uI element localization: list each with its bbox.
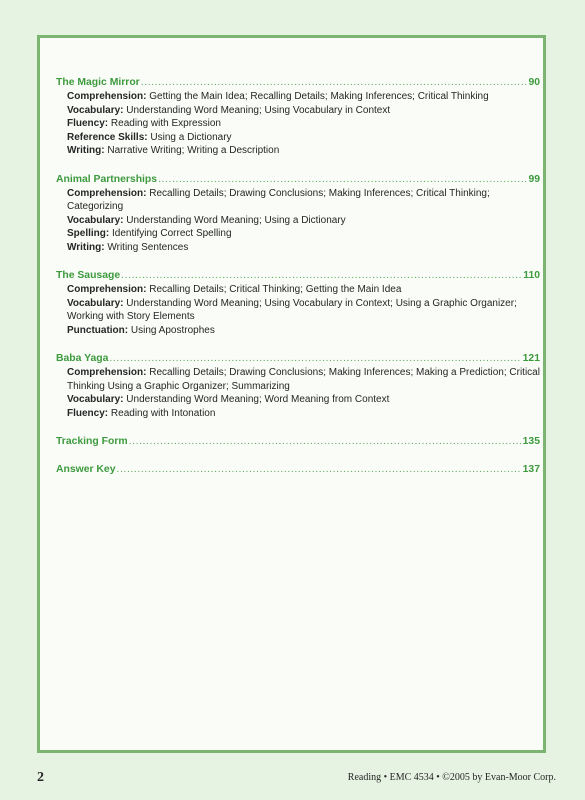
skill-text: Reading with Intonation <box>110 407 216 419</box>
skill-line <box>67 104 540 118</box>
toc-section <box>56 463 540 476</box>
skill-line <box>67 90 540 104</box>
skill-text: Recalling Details; Critical Thinking; Getting the Main Idea <box>149 284 402 295</box>
skill-text: Understanding Word Meaning; Using Vocabulary in Context; Using a Graphic Organizer; Working with Story Elements <box>67 297 517 322</box>
toc-entry <box>56 76 540 89</box>
toc-entry <box>56 269 540 282</box>
dot-leader <box>158 173 526 186</box>
skills-list <box>67 283 540 337</box>
toc-section <box>56 352 540 420</box>
skill-line <box>67 297 540 324</box>
skill-category: Comprehension: <box>67 284 147 295</box>
entry-title: Answer Key <box>56 464 116 475</box>
toc-entry <box>56 352 540 365</box>
entry-title: Baba Yaga <box>56 353 109 364</box>
toc-entry <box>56 173 540 186</box>
skill-text: Narrative Writing; Writing a Description <box>107 145 280 156</box>
skill-text: Recalling Details; Drawing Conclusions; Making Inferences; Critical Thinking; Categorizing <box>67 187 490 212</box>
skill-text: Using a Dictionary <box>150 131 232 143</box>
skill-category: Writing: <box>67 145 105 156</box>
page-number: 2 <box>37 770 44 785</box>
toc-section <box>56 173 540 255</box>
entry-title: Tracking Form <box>56 436 128 447</box>
entry-page-number: 135 <box>522 436 540 447</box>
toc-entry <box>56 435 540 448</box>
entry-title: The Sausage <box>56 270 121 281</box>
entry-page-number: 90 <box>528 77 540 88</box>
skill-category: Vocabulary: <box>67 214 124 226</box>
skill-line <box>67 241 540 255</box>
skill-text: Using Apostrophes <box>130 324 215 336</box>
toc-section <box>56 269 540 337</box>
skill-category: Spelling: <box>67 228 110 239</box>
skill-text: Understanding Word Meaning; Using Vocabulary in Context <box>126 104 391 116</box>
dot-leader <box>121 269 521 282</box>
entry-page-number: 99 <box>528 173 540 185</box>
entry-page-number: 121 <box>522 353 540 364</box>
skill-line <box>67 214 540 228</box>
entry-title: Animal Partnerships <box>56 173 158 185</box>
skill-category: Comprehension: <box>67 367 147 378</box>
skill-category: Vocabulary: <box>67 394 124 405</box>
entry-page-number: 137 <box>522 464 540 475</box>
skill-text: Understanding Word Meaning; Using a Dictionary <box>126 214 346 226</box>
skill-text: Identifying Correct Spelling <box>112 228 232 239</box>
skill-text: Reading with Expression <box>110 118 221 129</box>
dot-leader <box>141 76 527 89</box>
skill-line <box>67 144 540 158</box>
skill-line <box>67 227 540 241</box>
content-frame <box>37 35 546 753</box>
skill-category: Comprehension: <box>67 91 147 102</box>
skills-list <box>67 187 540 255</box>
skill-category: Writing: <box>67 241 105 253</box>
skill-category: Fluency: <box>67 118 109 129</box>
skill-line <box>67 407 540 421</box>
skill-line <box>67 117 540 131</box>
skill-line <box>67 131 540 145</box>
skill-category: Vocabulary: <box>67 297 124 309</box>
skill-line <box>67 283 540 297</box>
table-of-contents <box>56 76 540 491</box>
skill-line <box>67 324 540 338</box>
toc-section <box>56 435 540 448</box>
skill-category: Reference Skills: <box>67 131 148 143</box>
skills-list <box>67 366 540 420</box>
toc-section <box>56 76 540 158</box>
dot-leader <box>116 463 520 476</box>
skill-text: Getting the Main Idea; Recalling Details; Making Inferences; Critical Thinking <box>149 91 489 102</box>
skills-list <box>67 90 540 158</box>
skill-category: Fluency: <box>67 407 109 419</box>
footer-credit: Reading • EMC 4534 • ©2005 by Evan-Moor Corp. <box>347 772 556 783</box>
skill-line <box>67 366 540 393</box>
skill-category: Comprehension: <box>67 187 147 199</box>
skill-text: Recalling Details; Drawing Conclusions; Making Inferences; Making a Prediction; Critical Thinking Using a Graphic Organizer; Summarizing <box>67 367 540 392</box>
dot-leader <box>129 435 521 448</box>
entry-title: The Magic Mirror <box>56 77 140 88</box>
skill-category: Vocabulary: <box>67 104 124 116</box>
skill-text: Understanding Word Meaning; Word Meaning from Context <box>126 394 390 405</box>
skill-line <box>67 187 540 214</box>
dot-leader <box>109 352 520 365</box>
skill-line <box>67 393 540 407</box>
skill-text: Writing Sentences <box>107 241 189 253</box>
skill-category: Punctuation: <box>67 324 129 336</box>
toc-entry <box>56 463 540 476</box>
entry-page-number: 110 <box>523 270 540 281</box>
